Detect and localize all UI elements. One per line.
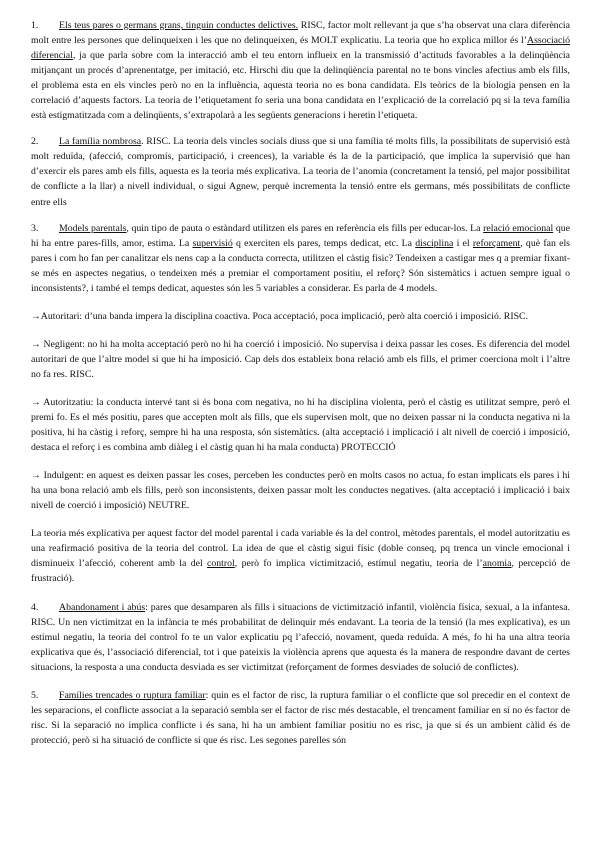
section-text: , quin tipo de pauta o estàndard utilitzen els pares en referència els fills per educar-los. La — [126, 222, 484, 234]
section-text: q exerciten els pares, temps dedicat, etc. La — [232, 237, 416, 249]
paragraph-text: → Autoritzatiu: la conducta intervé tant si és bona com negativa, no hi ha disciplina violenta, però el càstig es utilitzat sempre, però el premi fo. Es el més positiu, pares que accepten molt als fills, que els supervisen molt, que no deixen passar ni la conducta negativa ni la positiva, hi ha càstig i reforç, sempre hi ha una resposta, són sistemàtics. (alta acceptació i implicació i alt nivell de coerció i imposició, destaca el reforç i es combina amb diàleg i el càstig quan hi ha mala conducta) PROTECCIÓ — [31, 396, 570, 454]
section-2 — [31, 134, 570, 209]
underlined-term: relació emocional — [483, 222, 554, 234]
paragraph-text: La teoria més explicativa per aquest factor del model parental i cada variable és la del control, mètodes parentals, el model autoritzatiu es una reafirmació positiva de la teoria del control. La idea de que el càstig sigui físic (doble conseq, pq trenca un vincle emocional i disminueix l’afecció, coherent amb la del — [31, 528, 570, 570]
paragraph-text: , percepció de frustració). — [31, 558, 571, 585]
section-3 — [31, 221, 570, 296]
paragraph-text: →Autoritari: d’una banda impera la disciplina coactiva. Poca acceptació, poca implicació, però alta coerció i imposició. RISC. — [31, 310, 529, 322]
underlined-term: control — [207, 558, 235, 570]
paragraph-text: , però fo implica victimització, estímul negatiu, teoria de l’ — [234, 558, 483, 570]
section-number: 4. — [31, 601, 39, 613]
paragraph-text: → Negligent: no hi ha molta acceptació però no hi ha coerció i imposició. No supervisa i deixa passar les coses. Es diferencia del model autoritari de que l’altre model si que hi ha imposició. Cap dels dos estableix bona relació amb els fills, el primer coerciona molt i l’altre no fa res. RISC. — [31, 338, 570, 380]
section-text: i el — [453, 237, 473, 249]
section-4 — [31, 600, 570, 675]
section-text: que hi ha entre pares-fills, amor, estima. La — [31, 222, 571, 249]
section-number: 2. — [31, 136, 39, 148]
model-indulgent — [31, 468, 570, 513]
section-number: 1. — [31, 20, 39, 31]
section-text: : quin es el factor de risc, la ruptura familiar o el conflicte que sol precedir en el context de les separacions, el conflicte associat a la separació sembla ser el factor de risc més destacable, el trencament familiar en sí no és factor de risc. Si la separació no implica conflicte i és sana, hi ha un ambient familiar positiu no es risc, ja que si és un ambient càlid és de protecció, però si ha situació de conflicte si que és risc. Les segones parelles són — [31, 689, 570, 746]
paragraph-text: → Indulgent: en aquest es deixen passar les coses, perceben les conductes però en molts casos no actua, fo estan implicats els pares i hi ha una bona relació amb els fills, però son inconsistents, deixen passar molt les conductes negatives. (alta acceptació i implicació i baix nivell de coerció i imposició) NEUTRE. — [31, 470, 570, 512]
underlined-term: anomia — [482, 558, 512, 570]
underlined-term: reforçament — [472, 237, 521, 249]
section-heading: Models parentals — [59, 222, 127, 234]
model-autoritzatiu — [31, 395, 570, 455]
section-number: 5. — [31, 689, 39, 701]
parental-theory-paragraph — [31, 526, 570, 586]
underlined-term: supervisió — [192, 237, 233, 249]
section-text: : pares que desamparen als fills i situacions de victimització infantil, violència física, sexual, a la infantesa. RISC. Un nen victimitzat en la infància te més probabilitat de delinquir més endavant. La teoria de la tensió (la mes explicativa), es un estímul negatiu, la teoria del control fo te un valor explicatiu pq l’afecció, novament, queda reduïda. A més, fo hi ha una altra teoria explicativa que és, l’associació diferencial, tot i que pateixis la violència aprens que aquesta és la manera de respondre davant de certes situacions, la resposta a una conducta desviada es ser victimitzat (reforçament de formes desviades de solució de conflictes). — [31, 601, 570, 673]
section-text: , ja que parla sobre com la interacció amb el teu entorn influeix en la transmissió d’actituds favorables a la delinqüència mitjançant un procés d’aprenentatge, per imitació, etc. Hirschi diu que la delinqüència parental no te bons vincles afectius amb els fills, el problema esta en els vincles però no en la influència, aquesta teoria no es bona candidata. Els teòrics de la biologia pensen en la correlació d’aquests factors. La teoria de l’etiquetament fo seria una bona candidata en l’explicació de la correlació pq si la teva família està estigmatitzada com a delinqüents, s’extrapolarà a les següents generacions i heretin l’etiqueta. — [31, 50, 570, 122]
underlined-term: Associació diferencial — [31, 35, 570, 62]
section-text: . RISC. La teoria dels vincles socials diuss que si una família té molts fills, la possibilitats de supervisió està molt reduïda, (afecció, compromís, participació, i creences), la variable és la de la participació, que implica la supervisió que han d’exercir els pares amb els fills, aquesta es la teoria més explicativa. La teoria de l’anomia (concretament la tensió, pel major possibilitat de conflicte a la llar) a nivell individual, o sigui Agnew, perquè incrementa la tensió entre els germans, més possibilitats de conflicte entre ells — [31, 136, 570, 208]
section-text: , què fan els pares i com ho fan per canalitzar els nens cap a la conducta correcta, utilitzen el càstig físic? Tendeixen a castigar mes q a premiar fixant-se més en aspectes negatius, o tendeixen més a premiar el comportament positiu, el reforç? Són sistemàtics i actuen sempre igual o inconsistents?, i també el temps dedicat, aquestes són les 5 variables a considerar. Es parla de 4 models. — [31, 237, 570, 294]
section-1 — [31, 18, 570, 123]
section-number: 3. — [31, 222, 39, 234]
section-heading: Famílies trencades o ruptura familiar — [59, 689, 206, 701]
model-negligent — [31, 337, 570, 382]
underlined-term: disciplina — [415, 237, 454, 249]
section-5 — [31, 688, 570, 748]
section-heading: Abandonament i abús — [59, 601, 146, 613]
section-heading: La família nombrosa — [59, 136, 142, 148]
model-autoritari — [31, 309, 570, 324]
section-text: RISC, factor molt rellevant ja que s’ha observat una clara diferència molt entre les persones que delinqueixen i les que no delinqueixen, és MOLT explicatiu. La teoria que ho explica millor és l’ — [31, 20, 570, 47]
section-heading: Els teus pares o germans grans, tinguin conductes delictives. — [59, 20, 299, 31]
